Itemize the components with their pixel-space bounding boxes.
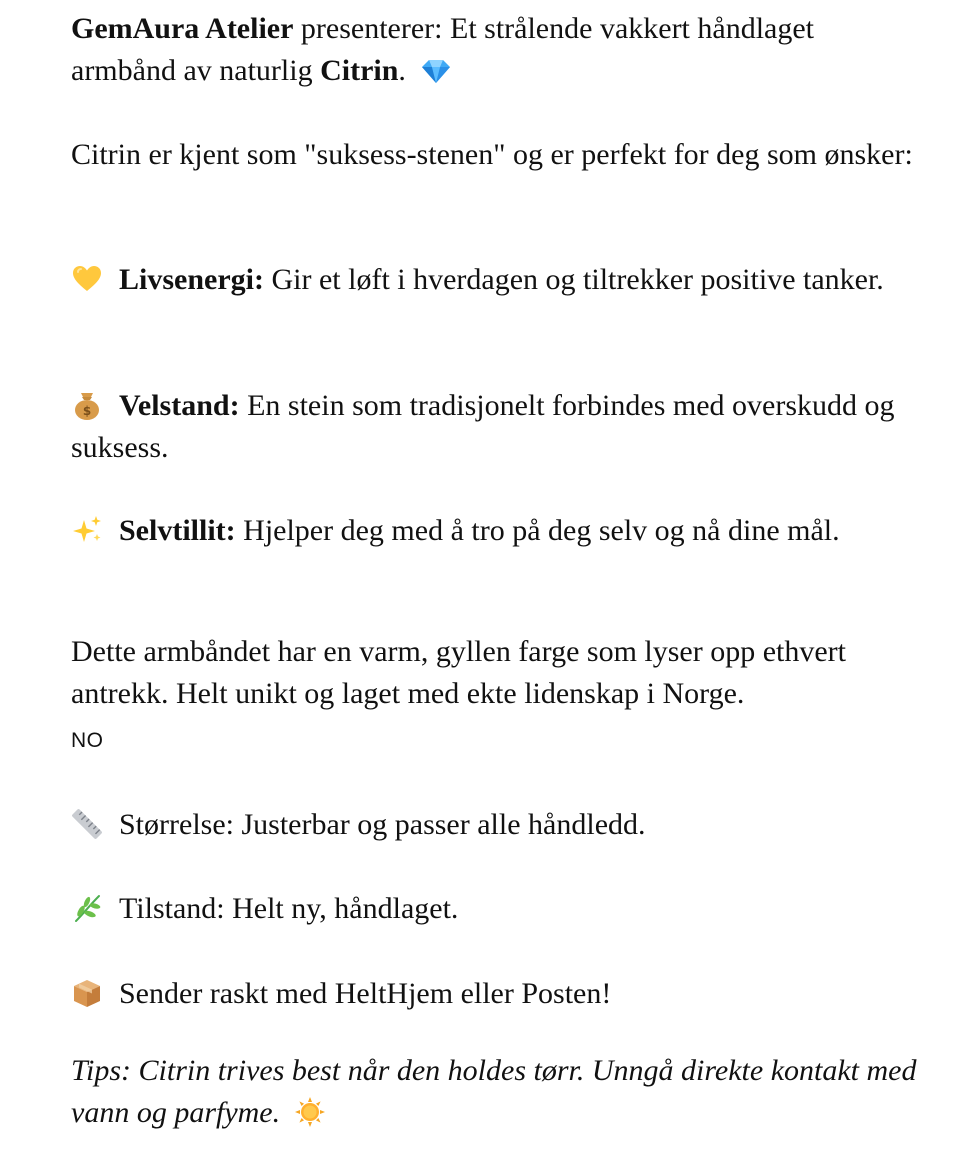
detail-item [71,888,921,930]
benefit-title: Livsenergi: [119,263,264,296]
lead-paragraph: Citrin er kjent som "suksess-stenen" og er perfekt for deg som ønsker: [71,138,913,171]
benefit-title: Velstand: [119,389,240,422]
ruler-icon [71,808,103,840]
intro-paragraph [71,8,921,92]
detail-item [71,973,921,1015]
svg-text:$: $ [82,404,92,418]
package-icon [71,977,103,1009]
benefit-text: Hjelper deg med å tro på deg selv og nå dine mål. [235,514,840,547]
detail-text: Tilstand: Helt ny, håndlaget. [119,892,459,925]
benefit-text: Gir et løft i hverdagen og tiltrekker positive tanker. [263,263,884,296]
benefit-title: Selvtillit: [119,514,236,547]
intro-period: . [398,54,406,87]
description-paragraph: Dette armbåndet har en varm, gyllen farge som lyser opp ethvert antrekk. Helt unikt og laget med ekte lidenskap i Norge. [71,635,847,710]
detail-text: Sender raskt med HeltHjem eller Posten! [119,977,612,1010]
gem-stone-icon [420,54,452,86]
country-code: NO [71,729,104,752]
tips-text: Tips: Citrin trives best når den holdes tørr. Unngå direkte kontakt med vann og parfyme. [71,1054,917,1129]
benefit-item [71,259,921,301]
detail-text: Størrelse: Justerbar og passer alle håndledd. [119,808,646,841]
tips-paragraph [71,1050,921,1134]
benefit-text: En stein som tradisjonelt forbindes med overskudd og suksess. [71,389,895,464]
benefit-item [71,385,921,469]
benefit-item [71,510,921,552]
detail-item [71,804,921,846]
brand-name: GemAura Atelier [71,12,294,45]
sun-icon [294,1096,326,1128]
yellow-heart-icon [71,263,103,295]
herb-icon [71,892,103,924]
stone-name: Citrin [320,54,399,87]
intro-text: presenterer: Et strålende vakkert håndlaget armbånd av naturlig [71,12,815,87]
money-bag-icon [71,389,103,421]
sparkles-icon [71,514,103,546]
